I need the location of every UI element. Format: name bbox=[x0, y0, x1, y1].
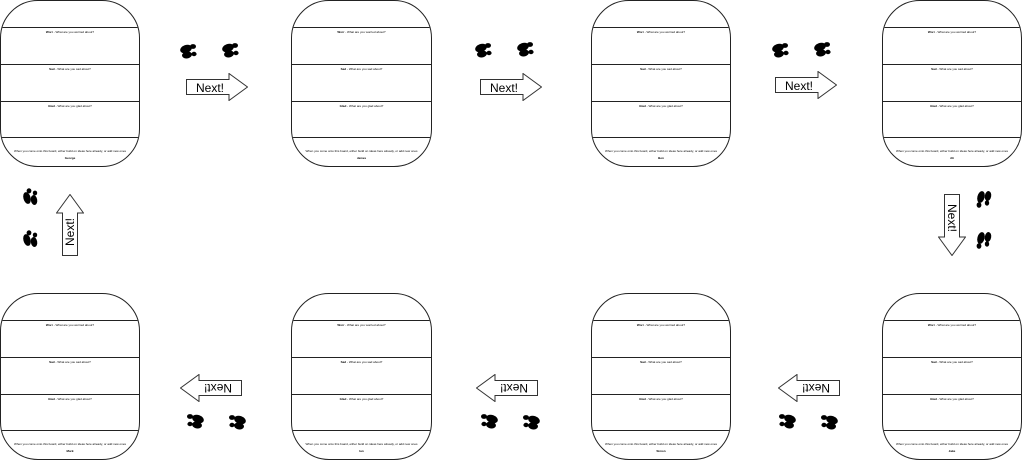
worried-section bbox=[883, 28, 1021, 65]
worried-question: Worr - What are you worried about? bbox=[927, 323, 977, 327]
glad-section bbox=[883, 102, 1021, 138]
worried-question: Worr - What are you worried about? bbox=[636, 30, 686, 34]
card-footer bbox=[887, 149, 1017, 161]
sad-section bbox=[592, 65, 730, 102]
card-name: Ian bbox=[359, 449, 364, 453]
glad-question: Glad - What are you glad about? bbox=[639, 104, 683, 108]
footer-note: When you come onto this board, either build on ideas here already, or add new ones bbox=[895, 149, 1008, 153]
card-footer bbox=[5, 442, 135, 454]
worried-section bbox=[592, 321, 730, 358]
sad-section bbox=[592, 358, 730, 395]
footprints-icon bbox=[178, 41, 242, 59]
card-8 bbox=[882, 293, 1022, 460]
sad-section bbox=[1, 358, 139, 395]
worried-question: Worr - What are you worried about? bbox=[45, 323, 95, 327]
card-footer bbox=[296, 442, 427, 454]
card-3 bbox=[591, 0, 731, 167]
next-label: Next! bbox=[945, 203, 959, 233]
footer-note: When you come onto this board, either build on ideas here already, or add new ones bbox=[305, 149, 418, 153]
footer-note: When you come onto this board, either build on ideas here already, or add new ones bbox=[604, 149, 717, 153]
card-header bbox=[1, 294, 139, 321]
next-arrow-right-icon bbox=[186, 73, 248, 101]
worried-section bbox=[592, 28, 730, 65]
sad-section bbox=[883, 65, 1021, 102]
card-header bbox=[592, 294, 730, 321]
card-header bbox=[592, 1, 730, 28]
card-header bbox=[292, 294, 431, 321]
sad-question: Sad - What are you sad about? bbox=[640, 360, 682, 364]
worried-section bbox=[292, 321, 431, 358]
sad-question: Sad - What are you sad about? bbox=[340, 360, 383, 364]
card-name: Mark bbox=[66, 449, 74, 453]
next-arrow-left-icon bbox=[476, 374, 538, 402]
sad-section bbox=[292, 358, 431, 395]
footer-note: When you come onto this board, either build on ideas here already, or add new ones bbox=[13, 442, 126, 446]
sad-question: Sad - What are you sad about? bbox=[49, 67, 91, 71]
next-label: Next! bbox=[195, 81, 225, 95]
next-arrow-left-icon bbox=[180, 374, 242, 402]
footprints-icon bbox=[478, 412, 542, 430]
footprints-icon bbox=[974, 188, 994, 252]
sad-section bbox=[292, 65, 431, 102]
glad-section bbox=[292, 395, 431, 431]
glad-question: Glad - What are you glad about? bbox=[339, 104, 384, 108]
footprints-icon bbox=[776, 412, 840, 430]
footprints-icon bbox=[473, 40, 537, 58]
next-arrow-right-icon bbox=[775, 71, 837, 99]
glad-question: Glad - What are you glad about? bbox=[930, 397, 974, 401]
worried-section bbox=[1, 321, 139, 358]
glad-section bbox=[292, 102, 431, 138]
sad-question: Sad - What are you sad about? bbox=[931, 360, 973, 364]
glad-section bbox=[1, 395, 139, 431]
sad-question: Sad - What are you sad about? bbox=[49, 360, 91, 364]
card-header bbox=[292, 1, 431, 28]
card-1 bbox=[0, 0, 140, 167]
footprints-icon bbox=[20, 188, 40, 252]
card-name: James bbox=[356, 156, 367, 160]
card-name: Simon bbox=[656, 449, 666, 453]
card-footer bbox=[596, 442, 726, 454]
card-header bbox=[883, 1, 1021, 28]
next-label: Next! bbox=[801, 381, 831, 395]
next-label: Next! bbox=[784, 79, 814, 93]
next-label: Next! bbox=[63, 217, 77, 247]
footer-note: When you come onto this board, either build on ideas here already, or add new ones bbox=[13, 149, 126, 153]
glad-question: Glad - What are you glad about? bbox=[339, 397, 384, 401]
card-name: George bbox=[64, 156, 76, 160]
footer-note: When you come onto this board, either build on ideas here already, or add new ones bbox=[895, 442, 1008, 446]
card-footer bbox=[887, 442, 1017, 454]
glad-section bbox=[592, 102, 730, 138]
footprints-icon bbox=[184, 412, 248, 430]
card-6 bbox=[291, 293, 432, 460]
footprints-icon bbox=[770, 40, 834, 58]
next-arrow-left-icon bbox=[778, 374, 840, 402]
next-label: Next! bbox=[203, 381, 233, 395]
next-arrow-right-icon bbox=[480, 73, 542, 101]
worried-question: Worr - What are you worried about? bbox=[636, 323, 686, 327]
next-arrow-down-icon bbox=[938, 194, 966, 256]
next-arrow-up-icon bbox=[56, 194, 84, 256]
card-footer bbox=[596, 149, 726, 161]
sad-question: Sad - What are you sad about? bbox=[340, 67, 383, 71]
glad-section bbox=[883, 395, 1021, 431]
footer-note: When you come onto this board, either build on ideas here already, or add new ones bbox=[305, 442, 418, 446]
glad-question: Glad - What are you glad about? bbox=[48, 104, 92, 108]
card-2 bbox=[291, 0, 432, 167]
sad-section bbox=[883, 358, 1021, 395]
footer-note: When you come onto this board, either build on ideas here already, or add new ones bbox=[604, 442, 717, 446]
worried-section bbox=[292, 28, 431, 65]
worried-section bbox=[1, 28, 139, 65]
worried-question: Worr - What are you worried about? bbox=[337, 323, 386, 327]
worried-question: Worr - What are you worried about? bbox=[45, 30, 95, 34]
card-7 bbox=[591, 293, 731, 460]
glad-question: Glad - What are you glad about? bbox=[930, 104, 974, 108]
card-name: Jake bbox=[948, 449, 956, 453]
glad-section bbox=[592, 395, 730, 431]
card-header bbox=[883, 294, 1021, 321]
glad-question: Glad - What are you glad about? bbox=[639, 397, 683, 401]
glad-section bbox=[1, 102, 139, 138]
card-name: Ben bbox=[658, 156, 664, 160]
worried-question: Worr - What are you worried about? bbox=[337, 30, 386, 34]
sad-question: Sad - What are you sad about? bbox=[640, 67, 682, 71]
next-label: Next! bbox=[489, 81, 519, 95]
card-footer bbox=[5, 149, 135, 161]
card-footer bbox=[296, 149, 427, 161]
worried-section bbox=[883, 321, 1021, 358]
worried-question: Worr - What are you worried about? bbox=[927, 30, 977, 34]
glad-question: Glad - What are you glad about? bbox=[48, 397, 92, 401]
sad-section bbox=[1, 65, 139, 102]
sad-question: Sad - What are you sad about? bbox=[931, 67, 973, 71]
next-label: Next! bbox=[499, 381, 529, 395]
card-4 bbox=[882, 0, 1022, 167]
card-5 bbox=[0, 293, 140, 460]
card-header bbox=[1, 1, 139, 28]
card-name: Ali bbox=[950, 156, 954, 160]
